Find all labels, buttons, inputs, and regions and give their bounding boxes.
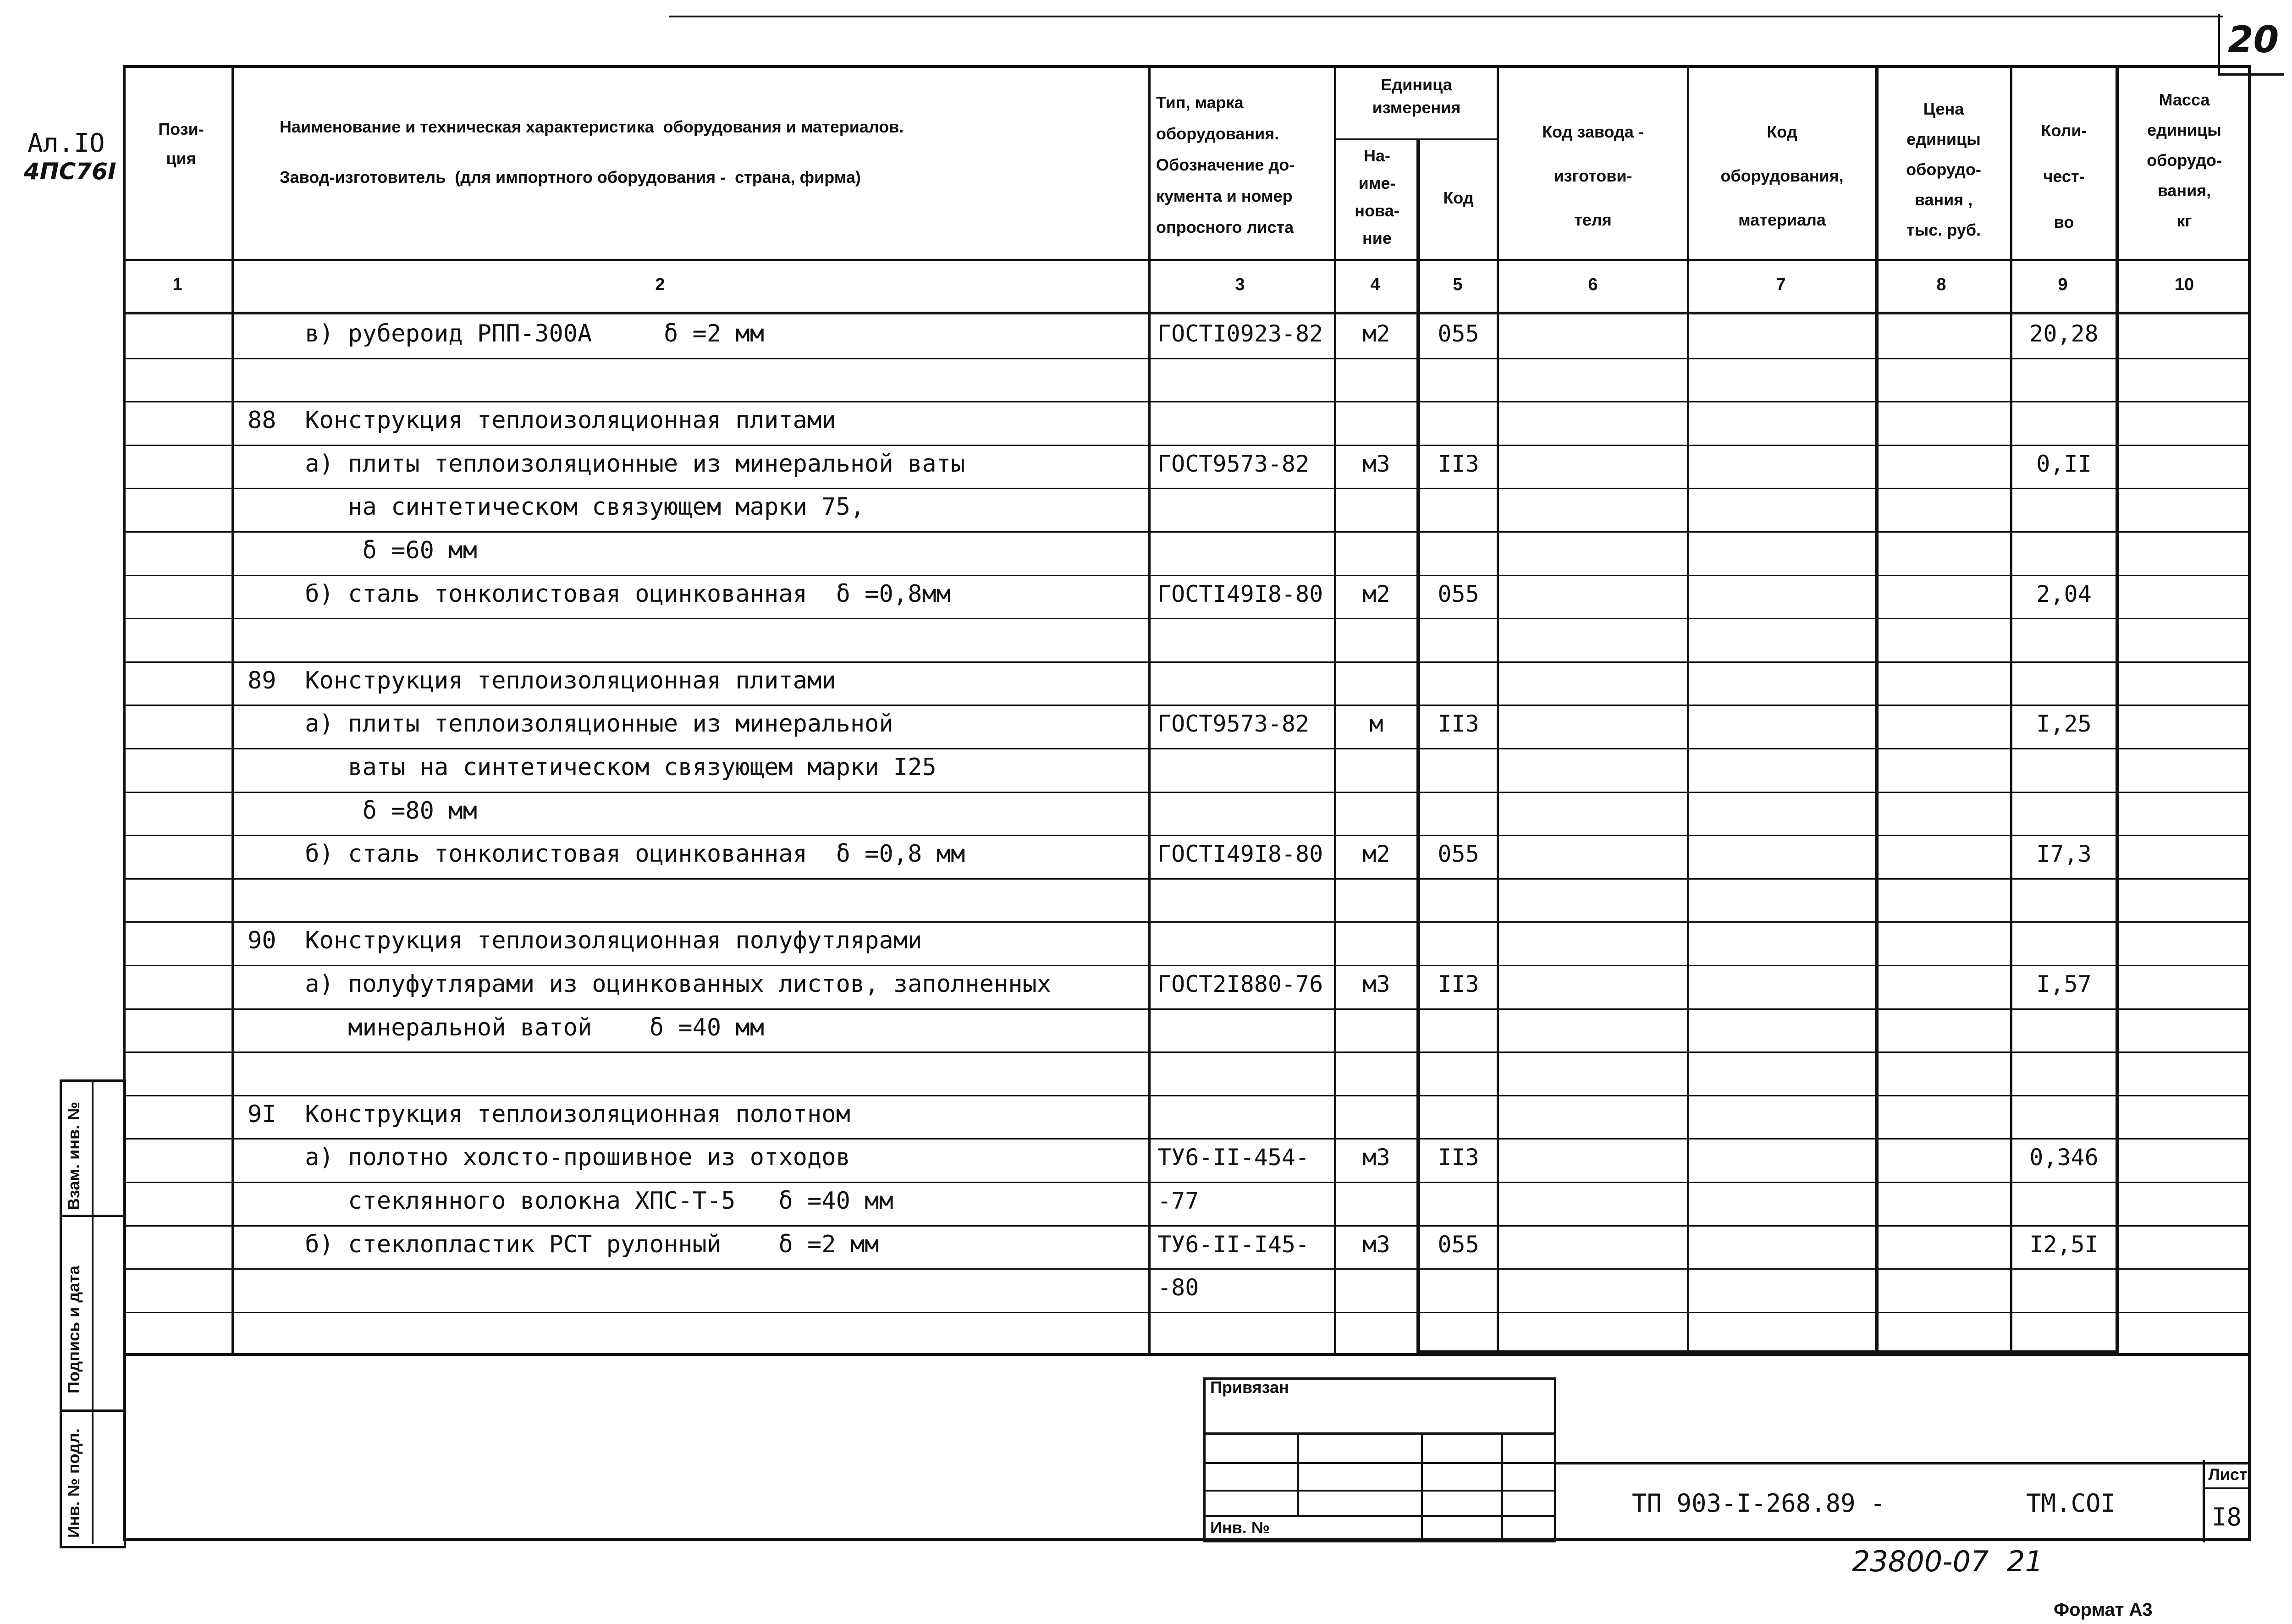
- row-qty: I,57: [2036, 971, 2092, 997]
- header-quantity: Коли- чест- во: [2041, 121, 2087, 231]
- row-name: минеральной ватой δ =40 мм: [248, 1014, 765, 1041]
- row-code: II3: [1438, 971, 1479, 997]
- row-rule: [123, 792, 2251, 793]
- row-unit: м3: [1362, 451, 1390, 477]
- row-rule: [123, 401, 2251, 402]
- row-rule: [123, 1312, 2251, 1313]
- header-unit-name: На- име- нова- ние: [1355, 146, 1399, 248]
- row-rule: [123, 1268, 2251, 1270]
- row-rule: [123, 965, 2251, 966]
- side-vzam-inv: Взам. инв. №: [64, 1101, 83, 1210]
- row-rule: [123, 1095, 2251, 1096]
- col-line-2: [1148, 65, 1151, 1355]
- row-name: на синтетическом связующем марки 75,: [248, 493, 865, 521]
- row-name: стеклянного волокна ХПС-Т-5 δ =40 мм: [248, 1187, 893, 1215]
- sheet-number: I8: [2212, 1503, 2242, 1531]
- format-label: Формат А3: [2054, 1600, 2153, 1620]
- row-name: 9I Конструкция теплоизоляционная полотном: [248, 1101, 850, 1128]
- row-doc: ГОСТI0923-82: [1157, 320, 1323, 347]
- row-rule: [123, 358, 2251, 359]
- row-doc: ГОСТI49I8-80: [1157, 581, 1323, 607]
- doc-code: ТМ.COI: [2026, 1489, 2116, 1518]
- header-unit-group: Единица измерения: [1372, 75, 1461, 117]
- row-unit: м2: [1362, 581, 1390, 607]
- col-number: 4: [1370, 275, 1380, 294]
- col-number: 6: [1588, 275, 1598, 294]
- header-name-line1: Наименование и техническая характеристика оборудования и материалов.: [280, 117, 904, 136]
- header-unit-code: Код: [1443, 188, 1474, 207]
- row-code: 055: [1438, 320, 1479, 347]
- row-qty: 0,II: [2036, 451, 2092, 477]
- bottom-handwritten-number: 23800-07 21: [1852, 1545, 2043, 1578]
- header-mass: Масса единицы оборудо- вания, кг: [2147, 90, 2222, 230]
- row-doc: ГОСТ2I880-76: [1157, 971, 1323, 997]
- row-name: 89 Конструкция теплоизоляционная плитами: [248, 667, 836, 694]
- side-inv-podl: Инв. № подл.: [64, 1428, 83, 1538]
- row-rule: [123, 488, 2251, 489]
- row-code: II3: [1438, 451, 1479, 477]
- designation: ТП 903-I-268.89 -: [1632, 1489, 1885, 1518]
- row-qty: 0,346: [2029, 1144, 2099, 1171]
- header-equip-code: Код оборудования, материала: [1720, 122, 1844, 229]
- row-doc: ГОСТ9573-82: [1157, 710, 1310, 737]
- row-unit: м3: [1362, 971, 1390, 997]
- col-number: 1: [172, 275, 182, 294]
- top-rule: [669, 16, 2223, 17]
- row-unit: м2: [1362, 841, 1390, 867]
- tb-rule: [1421, 1432, 1423, 1542]
- header-bottom-rule: [123, 259, 2251, 261]
- header-name-line2: Завод-изготовитель (для импортного оборудования - страна, фирма): [280, 168, 861, 187]
- sheet-label: Лист: [2208, 1465, 2248, 1484]
- row-name: δ =60 мм: [248, 537, 477, 564]
- row-doc: ТУ6-II-I45-: [1157, 1231, 1310, 1258]
- col-line-7: [1875, 65, 1879, 1355]
- row-rule: [123, 1182, 2251, 1183]
- row-doc: ГОСТI49I8-80: [1157, 841, 1323, 867]
- tb-rule: [1203, 1462, 1556, 1464]
- row-qty: 2,04: [2036, 581, 2092, 607]
- unit-group-rule: [1334, 138, 1497, 140]
- header-position: Пози- ция: [158, 120, 204, 168]
- row-rule: [123, 835, 2251, 836]
- row-rule: [123, 661, 2251, 663]
- tb-rule: [1203, 1432, 1556, 1435]
- row-code: 055: [1438, 841, 1479, 867]
- row-name: б) сталь тонколистовая оцинкованная δ =0,8мм: [248, 580, 951, 608]
- tb-rule: [1297, 1432, 1299, 1515]
- row-name: а) полотно холсто-прошивное из отходов: [248, 1144, 850, 1171]
- row-name: б) стеклопластик РСТ рулонный δ =2 мм: [248, 1231, 879, 1258]
- inv-no-label: Инв. №: [1210, 1518, 1270, 1537]
- row-unit: м2: [1362, 320, 1390, 347]
- col-number: 2: [655, 275, 665, 294]
- side-stamp-divider: [92, 1079, 94, 1544]
- row-name: а) полуфутлярами из оцинкованных листов, заполненных: [248, 970, 1052, 998]
- row-doc: ТУ6-II-454-: [1157, 1144, 1310, 1171]
- row-unit: м3: [1362, 1144, 1390, 1171]
- row-doc: ГОСТ9573-82: [1157, 451, 1310, 477]
- col-line-9: [2116, 65, 2119, 1355]
- row-name: ваты на синтетическом связующем марки I25: [248, 754, 937, 781]
- row-name: в) рубероид РПП-300А δ =2 мм: [248, 320, 765, 347]
- row-code: II3: [1438, 710, 1479, 737]
- row-doc: -77: [1157, 1188, 1199, 1214]
- row-rule: [123, 1138, 2251, 1140]
- tb-rule: [1501, 1432, 1503, 1542]
- row-code: 055: [1438, 581, 1479, 607]
- row-rule: [123, 1225, 2251, 1227]
- row-qty: I7,3: [2036, 841, 2092, 867]
- col-number: 7: [1776, 275, 1786, 294]
- col-number: 10: [2174, 275, 2194, 294]
- row-unit: м3: [1362, 1231, 1390, 1258]
- header-factory-code: Код завода - изготови- теля: [1542, 122, 1644, 229]
- col-line-6: [1687, 65, 1689, 1355]
- row-rule: [123, 878, 2251, 880]
- col-line-4: [1416, 138, 1420, 1355]
- row-rule: [123, 1008, 2251, 1010]
- row-name: б) сталь тонколистовая оцинкованная δ =0,8 мм: [248, 840, 965, 868]
- row-rule: [123, 575, 2251, 576]
- row-qty: I,25: [2036, 710, 2092, 737]
- row-qty: 20,28: [2029, 320, 2099, 347]
- col-line-5: [1497, 65, 1499, 1355]
- col-number: 9: [2058, 275, 2068, 294]
- numbers-bottom-rule: [123, 312, 2251, 314]
- col-line-1: [231, 65, 234, 1355]
- header-type-doc: Тип, марка оборудования. Обозначение до- кумента и номер опросного листа: [1156, 93, 1295, 237]
- col-number: 8: [1936, 275, 1946, 294]
- row-name: а) плиты теплоизоляционные из минеральной ваты: [248, 450, 965, 478]
- row-name: 88 Конструкция теплоизоляционная плитами: [248, 407, 836, 434]
- row-unit: м: [1369, 710, 1383, 737]
- row-qty: I2,5I: [2029, 1231, 2099, 1258]
- row-rule: [123, 531, 2251, 533]
- row-name: δ =80 мм: [248, 797, 477, 825]
- row-code: II3: [1438, 1144, 1479, 1171]
- album-label: Ал.IO: [28, 128, 105, 158]
- tb-rule: [1203, 1490, 1556, 1492]
- designation-top-rule: [1556, 1462, 2251, 1464]
- row-doc: -80: [1157, 1274, 1199, 1301]
- side-podpis-data: Подпись и дата: [64, 1266, 83, 1393]
- privyazan-label: Привязан: [1210, 1378, 1289, 1397]
- album-code: 4ПС76I: [24, 158, 116, 185]
- row-name: 90 Конструкция теплоизоляционная полуфутлярами: [248, 927, 922, 954]
- header-price: Цена единицы оборудо- вания , тыс. руб.: [1906, 99, 1981, 239]
- page-number: 20: [2228, 18, 2279, 61]
- col-number: 3: [1235, 275, 1245, 294]
- row-name: а) плиты теплоизоляционные из минеральной: [248, 710, 893, 738]
- row-rule: [123, 921, 2251, 923]
- row-rule: [123, 445, 2251, 446]
- thick-bottom-rule: [1416, 1350, 2118, 1354]
- row-code: 055: [1438, 1231, 1479, 1258]
- row-rule: [123, 705, 2251, 706]
- row-rule: [123, 748, 2251, 749]
- col-number: 5: [1453, 275, 1463, 294]
- row-rule: [123, 618, 2251, 619]
- row-rule: [123, 1051, 2251, 1053]
